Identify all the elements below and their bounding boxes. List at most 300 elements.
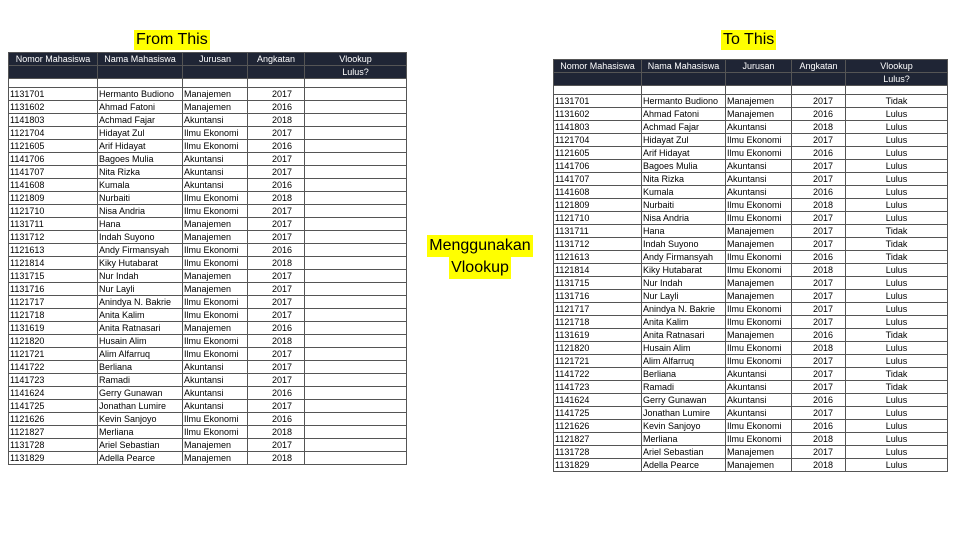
cell-lulus[interactable] xyxy=(305,374,407,387)
cell-angkatan[interactable]: 2016 xyxy=(792,108,846,121)
cell-nomor[interactable]: 1141723 xyxy=(9,374,98,387)
cell-angkatan[interactable]: 2016 xyxy=(248,413,305,426)
cell-jurusan[interactable]: Akuntansi xyxy=(183,400,248,413)
cell-jurusan[interactable]: Akuntansi xyxy=(183,374,248,387)
cell-nomor[interactable]: 1121717 xyxy=(554,303,642,316)
header-nomor[interactable]: Nomor Mahasiswa xyxy=(554,60,642,73)
cell-angkatan[interactable]: 2017 xyxy=(248,166,305,179)
cell-nama[interactable]: Kumala xyxy=(642,186,726,199)
cell-nama[interactable]: Hana xyxy=(98,218,183,231)
cell-jurusan[interactable]: Akuntansi xyxy=(726,160,792,173)
cell-jurusan[interactable]: Manajemen xyxy=(726,446,792,459)
header-blank-cell[interactable] xyxy=(554,73,642,86)
cell-nomor[interactable]: 1131715 xyxy=(9,270,98,283)
cell-angkatan[interactable]: 2017 xyxy=(248,270,305,283)
cell-nomor[interactable]: 1121718 xyxy=(9,309,98,322)
cell-nama[interactable]: Anita Kalim xyxy=(98,309,183,322)
cell-angkatan[interactable]: 2017 xyxy=(248,439,305,452)
cell-nama[interactable]: Hidayat Zul xyxy=(642,134,726,147)
cell-nomor[interactable]: 1131712 xyxy=(9,231,98,244)
cell-jurusan[interactable]: Ilmu Ekonomi xyxy=(726,342,792,355)
cell-nomor[interactable]: 1121704 xyxy=(9,127,98,140)
cell-angkatan[interactable]: 2017 xyxy=(792,95,846,108)
cell-nama[interactable]: Jonathan Lumire xyxy=(642,407,726,420)
cell-nama[interactable]: Gerry Gunawan xyxy=(642,394,726,407)
cell-nama[interactable]: Adella Pearce xyxy=(642,459,726,472)
cell-jurusan[interactable]: Ilmu Ekonomi xyxy=(183,335,248,348)
cell-nama[interactable]: Ramadi xyxy=(98,374,183,387)
cell-nama[interactable]: Ariel Sebastian xyxy=(642,446,726,459)
cell-jurusan[interactable]: Manajemen xyxy=(726,459,792,472)
cell-angkatan[interactable]: 2018 xyxy=(248,335,305,348)
cell-nama[interactable]: Merliana xyxy=(642,433,726,446)
cell-nomor[interactable]: 1131701 xyxy=(9,88,98,101)
cell-nama[interactable]: Merliana xyxy=(98,426,183,439)
cell-angkatan[interactable]: 2018 xyxy=(248,257,305,270)
cell-nama[interactable]: Nita Rizka xyxy=(98,166,183,179)
cell-nomor[interactable]: 1121809 xyxy=(9,192,98,205)
cell-nomor[interactable]: 1121814 xyxy=(554,264,642,277)
cell-jurusan[interactable]: Ilmu Ekonomi xyxy=(726,147,792,160)
cell-nama[interactable]: Nur Indah xyxy=(642,277,726,290)
cell-lulus[interactable]: Lulus xyxy=(846,160,948,173)
header-nama[interactable]: Nama Mahasiswa xyxy=(98,53,183,66)
cell-lulus[interactable] xyxy=(305,140,407,153)
cell-nama[interactable]: Bagoes Mulia xyxy=(98,153,183,166)
cell-lulus[interactable] xyxy=(305,322,407,335)
cell-lulus[interactable]: Lulus xyxy=(846,433,948,446)
header-jurusan[interactable]: Jurusan xyxy=(183,53,248,66)
cell-angkatan[interactable]: 2017 xyxy=(792,277,846,290)
cell-nomor[interactable]: 1141707 xyxy=(9,166,98,179)
cell-jurusan[interactable]: Manajemen xyxy=(183,231,248,244)
cell-lulus[interactable]: Lulus xyxy=(846,277,948,290)
cell-nama[interactable]: Anindya N. Bakrie xyxy=(642,303,726,316)
cell-lulus[interactable] xyxy=(305,205,407,218)
cell-nama[interactable]: Arif Hidayat xyxy=(642,147,726,160)
cell-jurusan[interactable]: Akuntansi xyxy=(726,381,792,394)
cell-nomor[interactable]: 1121626 xyxy=(554,420,642,433)
cell-jurusan[interactable]: Ilmu Ekonomi xyxy=(183,192,248,205)
cell-angkatan[interactable]: 2016 xyxy=(792,329,846,342)
cell-jurusan[interactable]: Manajemen xyxy=(726,95,792,108)
cell-angkatan[interactable]: 2018 xyxy=(248,114,305,127)
cell-nama[interactable]: Nur Layli xyxy=(98,283,183,296)
cell-angkatan[interactable]: 2018 xyxy=(792,121,846,134)
cell-jurusan[interactable]: Akuntansi xyxy=(183,387,248,400)
cell-nomor[interactable]: 1141722 xyxy=(554,368,642,381)
cell-lulus[interactable]: Tidak xyxy=(846,225,948,238)
cell-nama[interactable]: Husain Alim xyxy=(642,342,726,355)
cell-jurusan[interactable]: Manajemen xyxy=(183,88,248,101)
cell-lulus[interactable] xyxy=(305,244,407,257)
cell-nomor[interactable]: 1141803 xyxy=(554,121,642,134)
cell-angkatan[interactable]: 2017 xyxy=(792,316,846,329)
cell-angkatan[interactable]: 2017 xyxy=(248,296,305,309)
cell-nomor[interactable]: 1121605 xyxy=(9,140,98,153)
cell-lulus[interactable]: Lulus xyxy=(846,446,948,459)
cell-nama[interactable]: Nita Rizka xyxy=(642,173,726,186)
cell-nomor[interactable]: 1121613 xyxy=(554,251,642,264)
cell-lulus[interactable] xyxy=(305,309,407,322)
cell-angkatan[interactable]: 2017 xyxy=(792,173,846,186)
cell-jurusan[interactable]: Manajemen xyxy=(726,329,792,342)
cell-jurusan[interactable]: Manajemen xyxy=(183,439,248,452)
cell-nomor[interactable]: 1121827 xyxy=(9,426,98,439)
cell-jurusan[interactable]: Ilmu Ekonomi xyxy=(183,205,248,218)
cell-nama[interactable]: Nisa Andria xyxy=(98,205,183,218)
cell-lulus[interactable] xyxy=(305,257,407,270)
header-lulus[interactable]: Lulus? xyxy=(305,66,407,79)
cell-nama[interactable]: Indah Suyono xyxy=(98,231,183,244)
cell-angkatan[interactable]: 2017 xyxy=(248,88,305,101)
cell-jurusan[interactable]: Ilmu Ekonomi xyxy=(726,303,792,316)
cell-jurusan[interactable]: Manajemen xyxy=(183,101,248,114)
cell-jurusan[interactable]: Ilmu Ekonomi xyxy=(183,309,248,322)
cell-jurusan[interactable]: Manajemen xyxy=(183,270,248,283)
cell-jurusan[interactable]: Ilmu Ekonomi xyxy=(726,355,792,368)
cell-nomor[interactable]: 1141624 xyxy=(554,394,642,407)
cell-nomor[interactable]: 1121721 xyxy=(9,348,98,361)
cell-lulus[interactable] xyxy=(305,296,407,309)
cell-angkatan[interactable]: 2017 xyxy=(792,407,846,420)
header-angkatan[interactable]: Angkatan xyxy=(248,53,305,66)
cell-jurusan[interactable]: Ilmu Ekonomi xyxy=(183,127,248,140)
cell-lulus[interactable] xyxy=(305,400,407,413)
cell-jurusan[interactable]: Akuntansi xyxy=(726,368,792,381)
header-nama[interactable]: Nama Mahasiswa xyxy=(642,60,726,73)
cell-nama[interactable]: Kiky Hutabarat xyxy=(642,264,726,277)
cell-angkatan[interactable]: 2016 xyxy=(792,147,846,160)
cell-nama[interactable]: Bagoes Mulia xyxy=(642,160,726,173)
cell-lulus[interactable] xyxy=(305,348,407,361)
cell-nama[interactable]: Nur Indah xyxy=(98,270,183,283)
cell-nama[interactable]: Nurbaiti xyxy=(642,199,726,212)
cell-nama[interactable]: Arif Hidayat xyxy=(98,140,183,153)
cell-jurusan[interactable]: Ilmu Ekonomi xyxy=(726,420,792,433)
cell-angkatan[interactable]: 2017 xyxy=(792,290,846,303)
cell-nama[interactable]: Anita Ratnasari xyxy=(98,322,183,335)
cell-nomor[interactable]: 1131712 xyxy=(554,238,642,251)
cell-lulus[interactable] xyxy=(305,179,407,192)
cell-nama[interactable]: Ariel Sebastian xyxy=(98,439,183,452)
cell-lulus[interactable] xyxy=(305,452,407,465)
cell-jurusan[interactable]: Akuntansi xyxy=(183,361,248,374)
cell-angkatan[interactable]: 2016 xyxy=(248,101,305,114)
cell-nama[interactable]: Hidayat Zul xyxy=(98,127,183,140)
cell-nomor[interactable]: 1131711 xyxy=(9,218,98,231)
cell-lulus[interactable] xyxy=(305,231,407,244)
cell-nomor[interactable]: 1121710 xyxy=(9,205,98,218)
cell-nomor[interactable]: 1131829 xyxy=(554,459,642,472)
cell-lulus[interactable] xyxy=(305,426,407,439)
cell-lulus[interactable] xyxy=(305,439,407,452)
cell-lulus[interactable] xyxy=(305,127,407,140)
cell-nomor[interactable]: 1141725 xyxy=(554,407,642,420)
cell-nomor[interactable]: 1131716 xyxy=(9,283,98,296)
cell-jurusan[interactable]: Manajemen xyxy=(726,108,792,121)
cell-lulus[interactable]: Lulus xyxy=(846,147,948,160)
cell-jurusan[interactable]: Ilmu Ekonomi xyxy=(183,140,248,153)
cell-lulus[interactable] xyxy=(305,218,407,231)
cell-angkatan[interactable]: 2016 xyxy=(792,251,846,264)
header-blank-cell[interactable] xyxy=(98,66,183,79)
cell-lulus[interactable]: Lulus xyxy=(846,173,948,186)
cell-nama[interactable]: Indah Suyono xyxy=(642,238,726,251)
cell-jurusan[interactable]: Akuntansi xyxy=(726,394,792,407)
cell-angkatan[interactable]: 2018 xyxy=(792,459,846,472)
cell-nomor[interactable]: 1141706 xyxy=(554,160,642,173)
header-blank-cell[interactable] xyxy=(642,73,726,86)
cell-angkatan[interactable]: 2017 xyxy=(792,446,846,459)
cell-nama[interactable]: Hana xyxy=(642,225,726,238)
cell-lulus[interactable] xyxy=(305,335,407,348)
cell-jurusan[interactable]: Manajemen xyxy=(726,277,792,290)
cell-nama[interactable]: Hermanto Budiono xyxy=(98,88,183,101)
cell-angkatan[interactable]: 2017 xyxy=(792,381,846,394)
cell-lulus[interactable]: Lulus xyxy=(846,303,948,316)
cell-lulus[interactable] xyxy=(305,387,407,400)
cell-lulus[interactable] xyxy=(305,413,407,426)
cell-nomor[interactable]: 1121814 xyxy=(9,257,98,270)
cell-nomor[interactable]: 1141624 xyxy=(9,387,98,400)
cell-lulus[interactable]: Lulus xyxy=(846,186,948,199)
cell-angkatan[interactable]: 2018 xyxy=(792,342,846,355)
cell-nomor[interactable]: 1141706 xyxy=(9,153,98,166)
cell-jurusan[interactable]: Akuntansi xyxy=(183,166,248,179)
cell-jurusan[interactable]: Ilmu Ekonomi xyxy=(183,257,248,270)
cell-nama[interactable]: Berliana xyxy=(642,368,726,381)
cell-jurusan[interactable]: Ilmu Ekonomi xyxy=(726,212,792,225)
cell-lulus[interactable]: Lulus xyxy=(846,264,948,277)
cell-nomor[interactable]: 1131711 xyxy=(554,225,642,238)
cell-lulus[interactable]: Tidak xyxy=(846,381,948,394)
cell-lulus[interactable]: Lulus xyxy=(846,199,948,212)
cell-nama[interactable]: Ahmad Fatoni xyxy=(642,108,726,121)
cell-lulus[interactable]: Lulus xyxy=(846,355,948,368)
cell-nomor[interactable]: 1121710 xyxy=(554,212,642,225)
cell-jurusan[interactable]: Manajemen xyxy=(726,238,792,251)
cell-nomor[interactable]: 1121820 xyxy=(9,335,98,348)
cell-nomor[interactable]: 1121605 xyxy=(554,147,642,160)
cell-lulus[interactable] xyxy=(305,192,407,205)
cell-nomor[interactable]: 1121613 xyxy=(9,244,98,257)
cell-nomor[interactable]: 1131715 xyxy=(554,277,642,290)
cell-nomor[interactable]: 1121827 xyxy=(554,433,642,446)
cell-nama[interactable]: Adella Pearce xyxy=(98,452,183,465)
cell-nomor[interactable]: 1131728 xyxy=(9,439,98,452)
cell-angkatan[interactable]: 2017 xyxy=(248,348,305,361)
header-blank-cell[interactable] xyxy=(726,73,792,86)
cell-angkatan[interactable]: 2017 xyxy=(248,309,305,322)
cell-lulus[interactable] xyxy=(305,361,407,374)
cell-lulus[interactable] xyxy=(305,166,407,179)
cell-nama[interactable]: Achmad Fajar xyxy=(642,121,726,134)
cell-angkatan[interactable]: 2017 xyxy=(248,153,305,166)
cell-angkatan[interactable]: 2018 xyxy=(792,433,846,446)
cell-angkatan[interactable]: 2018 xyxy=(792,199,846,212)
cell-nomor[interactable]: 1141725 xyxy=(9,400,98,413)
cell-nama[interactable]: Achmad Fajar xyxy=(98,114,183,127)
cell-angkatan[interactable]: 2017 xyxy=(248,127,305,140)
cell-angkatan[interactable]: 2016 xyxy=(248,140,305,153)
header-blank-cell[interactable] xyxy=(792,73,846,86)
cell-nomor[interactable]: 1141608 xyxy=(9,179,98,192)
cell-angkatan[interactable]: 2018 xyxy=(248,192,305,205)
cell-jurusan[interactable]: Manajemen xyxy=(183,218,248,231)
cell-lulus[interactable]: Lulus xyxy=(846,420,948,433)
cell-jurusan[interactable]: Akuntansi xyxy=(726,407,792,420)
cell-nama[interactable]: Andy Firmansyah xyxy=(98,244,183,257)
cell-lulus[interactable]: Lulus xyxy=(846,394,948,407)
cell-jurusan[interactable]: Ilmu Ekonomi xyxy=(726,433,792,446)
header-lulus[interactable]: Lulus? xyxy=(846,73,948,86)
cell-nama[interactable]: Kevin Sanjoyo xyxy=(642,420,726,433)
cell-nama[interactable]: Alim Alfarruq xyxy=(642,355,726,368)
header-angkatan[interactable]: Angkatan xyxy=(792,60,846,73)
cell-nomor[interactable]: 1131619 xyxy=(9,322,98,335)
cell-angkatan[interactable]: 2018 xyxy=(248,426,305,439)
cell-nomor[interactable]: 1141723 xyxy=(554,381,642,394)
cell-nomor[interactable]: 1121718 xyxy=(554,316,642,329)
cell-lulus[interactable] xyxy=(305,88,407,101)
header-nomor[interactable]: Nomor Mahasiswa xyxy=(9,53,98,66)
cell-angkatan[interactable]: 2016 xyxy=(792,186,846,199)
cell-jurusan[interactable]: Manajemen xyxy=(183,452,248,465)
cell-nama[interactable]: Anindya N. Bakrie xyxy=(98,296,183,309)
cell-angkatan[interactable]: 2016 xyxy=(792,394,846,407)
cell-angkatan[interactable]: 2017 xyxy=(248,361,305,374)
cell-nomor[interactable]: 1121820 xyxy=(554,342,642,355)
cell-jurusan[interactable]: Ilmu Ekonomi xyxy=(183,296,248,309)
cell-lulus[interactable]: Lulus xyxy=(846,212,948,225)
header-vlookup[interactable]: Vlookup xyxy=(846,60,948,73)
cell-jurusan[interactable]: Ilmu Ekonomi xyxy=(726,199,792,212)
cell-jurusan[interactable]: Akuntansi xyxy=(183,153,248,166)
cell-lulus[interactable]: Tidak xyxy=(846,238,948,251)
cell-lulus[interactable] xyxy=(305,114,407,127)
cell-nama[interactable]: Husain Alim xyxy=(98,335,183,348)
header-vlookup[interactable]: Vlookup xyxy=(305,53,407,66)
cell-angkatan[interactable]: 2016 xyxy=(248,322,305,335)
cell-angkatan[interactable]: 2017 xyxy=(248,231,305,244)
cell-angkatan[interactable]: 2017 xyxy=(792,368,846,381)
cell-angkatan[interactable]: 2017 xyxy=(792,238,846,251)
cell-angkatan[interactable]: 2017 xyxy=(248,400,305,413)
cell-nama[interactable]: Kumala xyxy=(98,179,183,192)
cell-nomor[interactable]: 1131829 xyxy=(9,452,98,465)
cell-lulus[interactable]: Lulus xyxy=(846,407,948,420)
cell-nomor[interactable]: 1141803 xyxy=(9,114,98,127)
cell-nama[interactable]: Kevin Sanjoyo xyxy=(98,413,183,426)
cell-lulus[interactable]: Tidak xyxy=(846,251,948,264)
cell-lulus[interactable] xyxy=(305,283,407,296)
cell-nomor[interactable]: 1131728 xyxy=(554,446,642,459)
cell-jurusan[interactable]: Akuntansi xyxy=(726,121,792,134)
cell-angkatan[interactable]: 2017 xyxy=(792,225,846,238)
cell-jurusan[interactable]: Akuntansi xyxy=(183,114,248,127)
cell-nomor[interactable]: 1121721 xyxy=(554,355,642,368)
cell-lulus[interactable]: Lulus xyxy=(846,121,948,134)
cell-jurusan[interactable]: Manajemen xyxy=(183,322,248,335)
cell-angkatan[interactable]: 2017 xyxy=(792,212,846,225)
cell-angkatan[interactable]: 2017 xyxy=(248,218,305,231)
cell-nama[interactable]: Nurbaiti xyxy=(98,192,183,205)
cell-lulus[interactable] xyxy=(305,270,407,283)
cell-angkatan[interactable]: 2016 xyxy=(248,244,305,257)
header-blank-cell[interactable] xyxy=(248,66,305,79)
cell-nomor[interactable]: 1141722 xyxy=(9,361,98,374)
cell-angkatan[interactable]: 2017 xyxy=(792,160,846,173)
cell-lulus[interactable]: Tidak xyxy=(846,95,948,108)
cell-nomor[interactable]: 1131716 xyxy=(554,290,642,303)
cell-angkatan[interactable]: 2018 xyxy=(792,264,846,277)
cell-angkatan[interactable]: 2017 xyxy=(248,205,305,218)
cell-nomor[interactable]: 1141608 xyxy=(554,186,642,199)
cell-lulus[interactable]: Lulus xyxy=(846,342,948,355)
cell-lulus[interactable]: Tidak xyxy=(846,329,948,342)
cell-jurusan[interactable]: Ilmu Ekonomi xyxy=(183,413,248,426)
cell-nomor[interactable]: 1121704 xyxy=(554,134,642,147)
cell-nama[interactable]: Anita Ratnasari xyxy=(642,329,726,342)
header-jurusan[interactable]: Jurusan xyxy=(726,60,792,73)
cell-jurusan[interactable]: Akuntansi xyxy=(183,179,248,192)
cell-nomor[interactable]: 1141707 xyxy=(554,173,642,186)
cell-jurusan[interactable]: Ilmu Ekonomi xyxy=(183,426,248,439)
cell-nama[interactable]: Nur Layli xyxy=(642,290,726,303)
cell-jurusan[interactable]: Ilmu Ekonomi xyxy=(726,251,792,264)
cell-angkatan[interactable]: 2016 xyxy=(248,179,305,192)
cell-lulus[interactable]: Lulus xyxy=(846,459,948,472)
cell-lulus[interactable]: Lulus xyxy=(846,108,948,121)
cell-nama[interactable]: Anita Kalim xyxy=(642,316,726,329)
cell-jurusan[interactable]: Akuntansi xyxy=(726,186,792,199)
cell-nomor[interactable]: 1131701 xyxy=(554,95,642,108)
cell-nomor[interactable]: 1121626 xyxy=(9,413,98,426)
cell-jurusan[interactable]: Manajemen xyxy=(726,225,792,238)
header-blank-cell[interactable] xyxy=(9,66,98,79)
cell-nama[interactable]: Alim Alfarruq xyxy=(98,348,183,361)
cell-lulus[interactable]: Tidak xyxy=(846,368,948,381)
cell-angkatan[interactable]: 2016 xyxy=(792,420,846,433)
cell-jurusan[interactable]: Manajemen xyxy=(183,283,248,296)
cell-jurusan[interactable]: Ilmu Ekonomi xyxy=(726,316,792,329)
cell-nomor[interactable]: 1121809 xyxy=(554,199,642,212)
cell-nomor[interactable]: 1131602 xyxy=(554,108,642,121)
cell-nomor[interactable]: 1131619 xyxy=(554,329,642,342)
cell-jurusan[interactable]: Manajemen xyxy=(726,290,792,303)
cell-lulus[interactable] xyxy=(305,153,407,166)
cell-nomor[interactable]: 1131602 xyxy=(9,101,98,114)
cell-angkatan[interactable]: 2016 xyxy=(248,387,305,400)
cell-nama[interactable]: Jonathan Lumire xyxy=(98,400,183,413)
cell-angkatan[interactable]: 2017 xyxy=(792,134,846,147)
cell-jurusan[interactable]: Ilmu Ekonomi xyxy=(183,244,248,257)
cell-angkatan[interactable]: 2017 xyxy=(248,374,305,387)
cell-nama[interactable]: Ahmad Fatoni xyxy=(98,101,183,114)
cell-angkatan[interactable]: 2018 xyxy=(248,452,305,465)
cell-nama[interactable]: Kiky Hutabarat xyxy=(98,257,183,270)
cell-nama[interactable]: Berliana xyxy=(98,361,183,374)
cell-nama[interactable]: Ramadi xyxy=(642,381,726,394)
cell-angkatan[interactable]: 2017 xyxy=(248,283,305,296)
cell-nama[interactable]: Hermanto Budiono xyxy=(642,95,726,108)
header-blank-cell[interactable] xyxy=(183,66,248,79)
cell-jurusan[interactable]: Akuntansi xyxy=(726,173,792,186)
cell-angkatan[interactable]: 2017 xyxy=(792,303,846,316)
cell-jurusan[interactable]: Ilmu Ekonomi xyxy=(183,348,248,361)
cell-nama[interactable]: Nisa Andria xyxy=(642,212,726,225)
